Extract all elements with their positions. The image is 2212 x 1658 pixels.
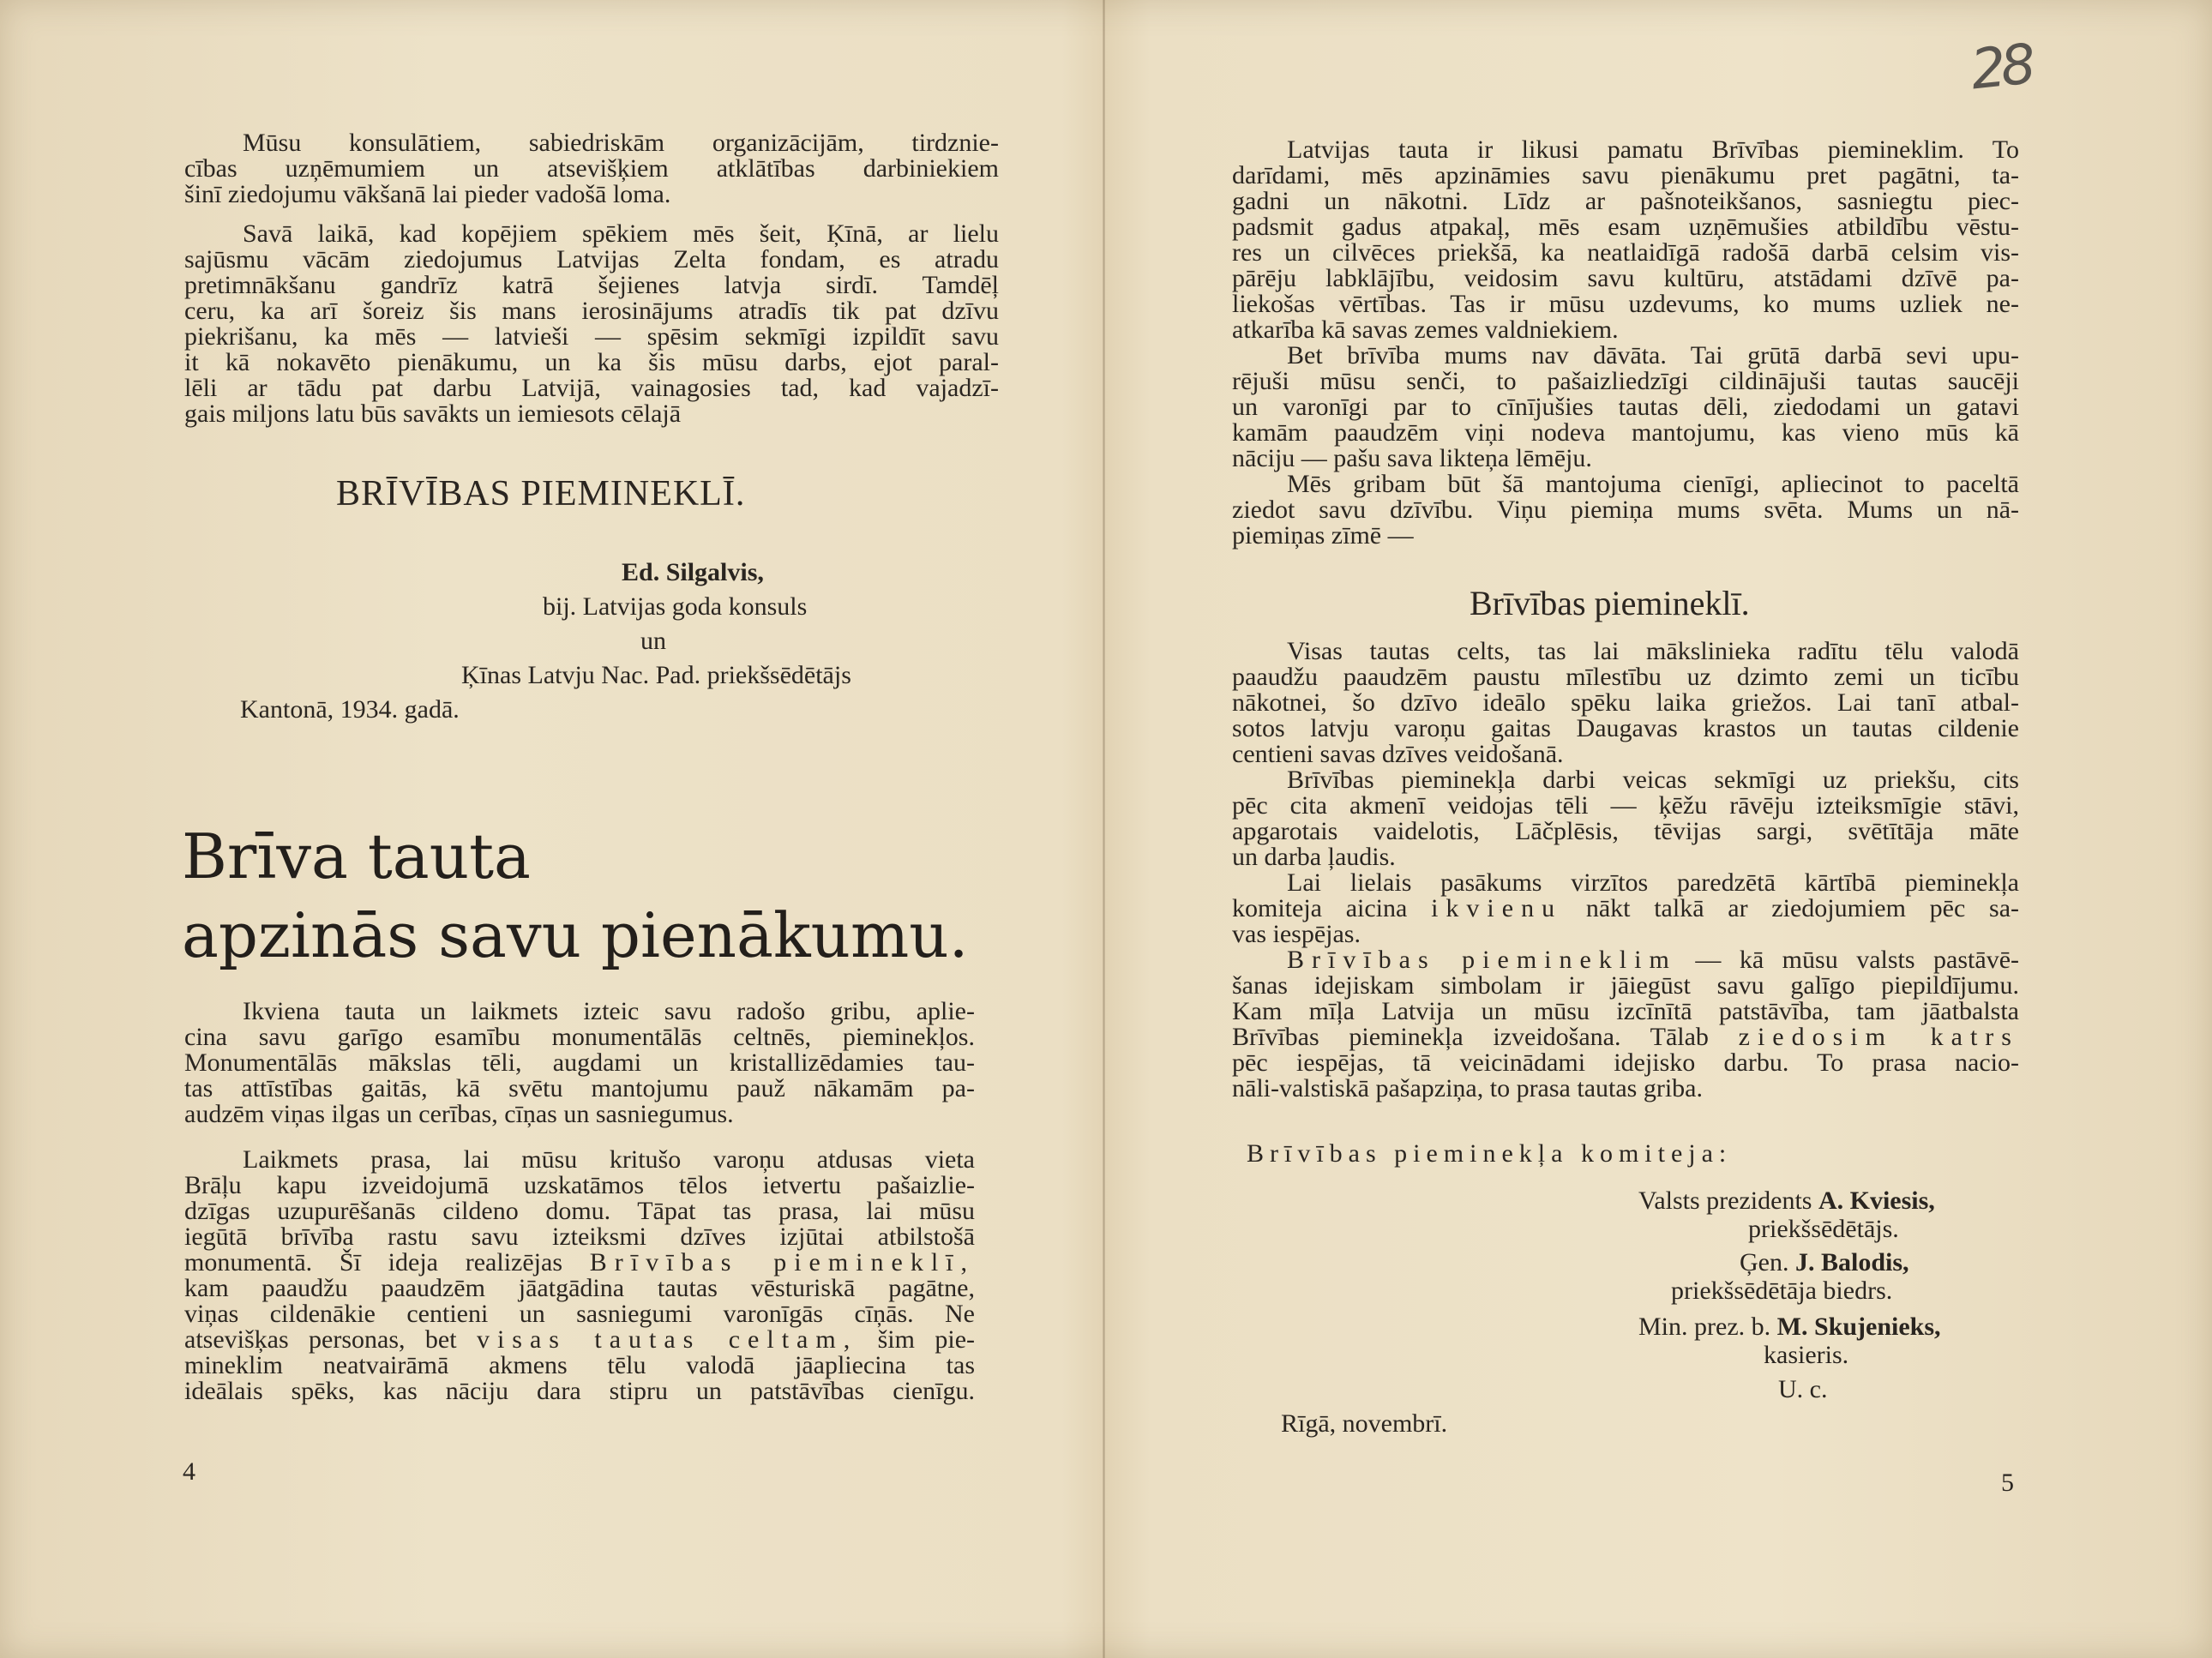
text-fragment: monumentā. Šī ideja realizējas: [184, 1248, 590, 1277]
text-line: centieni savas dzīves veidošanā.: [1232, 740, 1564, 768]
text-line: nāciju — pašu sava likteņa lēmēju.: [1232, 444, 1592, 472]
article-title-line-2: apzinās savu pienākumu.: [182, 899, 969, 971]
emphasis-spaced: Brīvības piemineklī,: [589, 1248, 975, 1277]
text-line: pārēju labklājību, veidosim savu kultūru, atstādami dzīvē pa-: [1232, 264, 2019, 292]
paragraph-mantojums: [1232, 472, 2019, 549]
text-line: Brāļu kapu izveidojumā uzskatāmos tēlos ietvertu pašaizlie-: [184, 1171, 975, 1199]
signatory-name: A. Kviesis,: [1818, 1186, 1935, 1215]
signature-place-date: Kantonā, 1934. gadā.: [240, 695, 460, 724]
text-line: Latvijas tauta ir likusi pamatu Brīvības piemineklim. To: [1287, 135, 2019, 164]
signature-and: un: [640, 627, 666, 655]
text-line: vas iespējas.: [1232, 920, 1361, 948]
handwritten-page-number: 28: [1968, 33, 2035, 103]
paragraph-pamats: [1232, 137, 2019, 343]
text-line: Lai lielais pasākums virzītos paredzētā kārtībā pieminekļa: [1287, 868, 2019, 897]
text-line: dzīgas uzupurēšanās cildeno domu. Tāpat tas prasa, lai mūsu: [184, 1197, 975, 1225]
text-line: ceru, ka arī šoreiz šis mans ierosinājums atradīs tik pat dzīvu: [184, 297, 999, 325]
text-line: Ikviena tauta un laikmets izteic savu radošo gribu, aplie-: [243, 997, 975, 1025]
article-paragraph-1: [184, 999, 975, 1127]
text-line: res un cilvēces priekšā, ka neatlaidīgā radošā darbā celsim vis-: [1232, 238, 2019, 267]
text-fragment: Ģen.: [1740, 1248, 1795, 1277]
text-line: pretimnākšanu gandrīz katrā šejienes latvja sirdī. Tamdēļ: [184, 271, 999, 299]
article-paragraph-2: [184, 1147, 975, 1404]
text-fragment: nākt talkā ar ziedojumiem pēc sa-: [1585, 894, 2020, 922]
paragraph-darbi: [1232, 767, 2019, 870]
text-line: Mūsu konsulātiem, sabiedriskām organizācijām, tirdznie-: [243, 129, 999, 157]
text-line: tas attīstības gaitās, kā svētu mantojumu pauž nākamām pa-: [184, 1074, 975, 1102]
text-fragment: komiteja aicina: [1232, 894, 1432, 922]
text-line: rējuši mūsu senči, to pašaizliedzīgi cildinājuši tautas saucēji: [1232, 367, 2019, 395]
paragraph-zelta-fonds: [184, 221, 999, 427]
signatory-role: priekšsēdētāja biedrs.: [1671, 1277, 1893, 1305]
text-line: cības uzņēmumiem un atsevišķiem atklātības darbiniekiem: [184, 154, 999, 183]
text-line: Laikmets prasa, lai mūsu kritušo varoņu atdusas vieta: [243, 1145, 975, 1174]
text-line: pēc iespējas, tā veicinādami idejisko darbu. To prasa nacio-: [1232, 1048, 2019, 1077]
text-line: Mēs gribam būt šā mantojuma cienīgi, apliecinot to paceltā: [1287, 470, 2019, 498]
text-line: sajūsmu vācām ziedojumus Latvijas Zelta fondam, es atradu: [184, 245, 999, 273]
text-line: liekošas vērtības. Tas ir mūsu uzdevums, ko mums uzliek ne-: [1232, 290, 2019, 318]
text-line: un varonīgi par to cīnījušies tautas dēli, ziedodami un gatavi: [1232, 393, 2019, 421]
text-line: Brīvības pieminekļa darbi veicas sekmīgi uz priekšu, cits: [1287, 766, 2019, 794]
text-fragment: Brīvības pieminekļa izveidošana. Tālab: [1232, 1023, 1739, 1051]
text-line: nāli-valstiskā pašapziņa, to prasa tautas griba.: [1232, 1074, 1703, 1102]
intro-paragraph: [184, 130, 999, 207]
emphasis-spaced: ziedosim katrs: [1738, 1023, 2019, 1051]
text-line: padsmit gadus atpakaļ, mēs esam uzņēmušies atbildību vēstu-: [1232, 213, 2019, 241]
text-line: viņas cildenākie centieni un sasniegumi varonīgās cīņās. Ne: [184, 1300, 975, 1328]
text-line: [184, 1327, 975, 1353]
text-line: pēc cita akmenī veidojas tēli — ķēžu rāvēju izteiksmīgie stāvi,: [1232, 791, 2019, 820]
left-page: [0, 0, 1103, 1658]
paragraph-simbols: [1232, 947, 2019, 1102]
signature-title: bij. Latvijas goda konsuls: [543, 592, 808, 621]
text-line: [184, 1250, 975, 1276]
text-line: apgarotais vaidelotis, Lāčplēsis, tēvijas sargi, svētītāja māte: [1232, 817, 2019, 845]
signatory-role: kasieris.: [1764, 1341, 1849, 1369]
text-line: kam paaudžu paaudzēm jāatgādina tautas vēsturiskā pagātne,: [184, 1274, 975, 1302]
text-line: gais miljons latu būs savākts un iemiesots cēlajā: [184, 399, 682, 428]
signature-title-2: Ķīnas Latvju Nac. Pad. priekšsēdētājs: [461, 661, 851, 689]
text-line: Monumentālās mākslas tēli, augdami un kristallizēdamies tau-: [184, 1048, 975, 1077]
text-fragment: Min. prez. b.: [1638, 1313, 1777, 1341]
paragraph-pasakums: [1232, 870, 2019, 947]
text-line: ziedot savu dzīvību. Viņu piemiņa mums svēta. Mums un nā-: [1232, 496, 2019, 524]
text-line: šanas idejiskam simbolam ir jāiegūst savu galīgo piepildījumu.: [1232, 971, 2019, 1000]
paragraph-briviba: [1232, 343, 2019, 472]
text-line: [1232, 947, 2019, 973]
page-number: 5: [2001, 1469, 2014, 1497]
committee-label: Brīvības pieminekļa komiteja:: [1247, 1139, 1733, 1168]
signatory-general: [1740, 1249, 1909, 1277]
emphasis-spaced: visas tautas celtam,: [476, 1325, 858, 1354]
text-fragment: atsevišķas personas, bet: [184, 1325, 477, 1354]
emphasis-spaced: ikvienu: [1431, 894, 1563, 922]
place-date: Rīgā, novembrī.: [1281, 1409, 1448, 1438]
text-line: darīdami, mēs apzināmies savu pienākumu pret pagātni, ta-: [1232, 161, 2019, 189]
text-line: Visas tautas celts, tas lai mākslinieka radītu tēlu valodā: [1287, 637, 2019, 665]
signatory-name: M. Skujenieks,: [1776, 1313, 1941, 1341]
text-fragment: — kā mūsu valsts pastāvē-: [1695, 946, 2020, 974]
text-line: sotos latvju varoņu gaitas Daugavas krastos un tautas cildenie: [1232, 714, 2019, 742]
signature-name: Ed. Silgalvis,: [622, 558, 764, 586]
article-title-line-1: Brīva tauta: [182, 820, 531, 892]
signatory-minister: [1638, 1313, 1941, 1341]
text-line: it kā nokavēto pienākumu, un ka šis mūsu darbs, ejot paral-: [184, 348, 999, 376]
text-line: [1232, 1024, 2019, 1050]
text-line: Bet brīvība mums nav dāvāta. Tai grūtā darbā sevi upu-: [1287, 341, 2019, 369]
text-line: [1232, 896, 2019, 922]
text-line: Kam mīļa Latvija un mūsu izcīnītā patstāvība, tam jāatbalsta: [1232, 997, 2019, 1025]
text-line: piekrišanu, ka mēs — latvieši — spēsim sekmīgi izpildīt savu: [184, 322, 999, 351]
text-line: audzēm viņas ilgas un cerības, cīņas un sasniegumus.: [184, 1100, 734, 1128]
text-line: paaudžu paaudzēm paustu mīlestību uz dzimto zemi un ticību: [1232, 663, 2019, 691]
page-number: 4: [183, 1457, 195, 1486]
text-line: atkarība kā savas zemes valdniekiem.: [1232, 315, 1619, 344]
text-line: un darba ļaudis.: [1232, 843, 1396, 871]
text-fragment: Valsts prezidents: [1638, 1186, 1818, 1215]
signatory-name: J. Balodis,: [1794, 1248, 1909, 1277]
text-line: lēli ar tādu pat darbu Latvijā, vainagosies tad, kad vajadzī-: [184, 374, 999, 402]
text-fragment: šim pie-: [877, 1325, 975, 1354]
text-line: šinī ziedojumu vākšanā lai pieder vadošā loma.: [184, 180, 671, 208]
text-line: ideālais spēks, kas nāciju dara stipru un patstāvības cienīgu.: [184, 1377, 975, 1405]
signatory-role: priekšsēdētājs.: [1748, 1215, 1899, 1243]
text-line: nākotnei, šo dzīvo ideālo spēku laika griežos. Lai tanī atbal-: [1232, 688, 2019, 717]
text-line: kamām paaudzēm viņi nodeva mantojumu, kas vieno mūs kā: [1232, 418, 2019, 447]
paragraph-celts: [1232, 639, 2019, 767]
signatory-etc: U. c.: [1778, 1375, 1828, 1403]
emphasis-spaced: Brīvības piemineklim: [1287, 946, 1677, 974]
text-line: iegūtā brīvība rastu savu izteiksmi dzīves izjūtai atbilstošā: [184, 1222, 975, 1251]
text-line: gadni un nākotni. Līdz ar pašnoteikšanos, sasniegtu piec-: [1232, 187, 2019, 215]
center-heading: Brīvības piemineklī.: [1470, 584, 1750, 622]
signatory-president: [1638, 1187, 1935, 1215]
text-line: cina savu garīgo esamību monumentālās celtnēs, pieminekļos.: [184, 1023, 975, 1051]
right-page: [1105, 0, 2212, 1658]
text-line: Savā laikā, kad kopējiem spēkiem mēs šeit, Ķīnā, ar lielu: [243, 219, 999, 248]
text-line: mineklim neatvairāmā akmens tēlu valodā jāapliecina tas: [184, 1351, 975, 1379]
text-line: piemiņas zīmē —: [1232, 521, 1414, 550]
caps-heading: BRĪVĪBAS PIEMINEKLĪ.: [336, 474, 746, 514]
